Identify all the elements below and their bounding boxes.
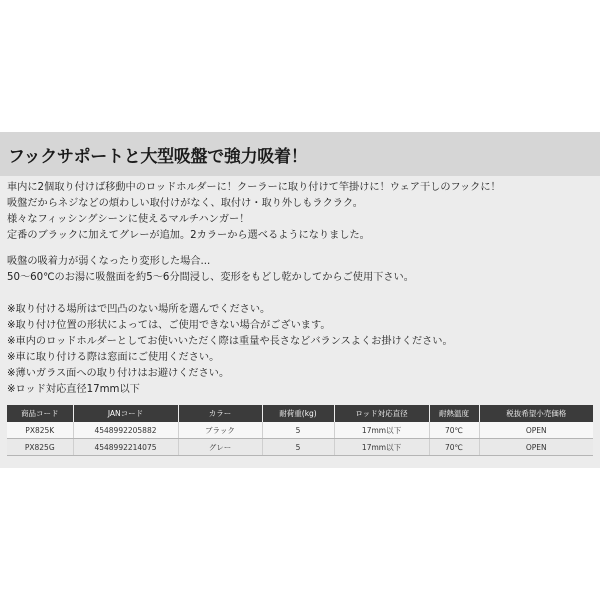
header-price: 税抜希望小売価格 (479, 405, 593, 422)
spec-table (7, 405, 593, 456)
page-title: フックサポートと大型吸盤で強力吸着！ (8, 147, 308, 167)
cell-product-code: PX825G (7, 439, 73, 456)
intro-line: 車内に2個取り付けば移動中のロッドホルダーに！クーラーに取り付けて竿掛けに！ウェア干しのフックに！ (7, 182, 501, 193)
note-line: ※取り付け位置の形状によっては、ご使用できない場合がございます。 (7, 320, 331, 331)
header-rod-diameter: ロッド対応直径 (334, 405, 429, 422)
note-line: ※車内のロッドホルダーとしてお使いいただく際は重量や長さなどバランスよくお掛けください。 (7, 336, 453, 347)
cell-heat-resistance: 70℃ (429, 439, 479, 456)
cell-price: OPEN (479, 422, 593, 439)
care-line: 50～60℃のお湯に吸盤面を約5～6分間浸し、変形をもどし乾かしてからご使用下さい。 (7, 272, 414, 283)
note-line: ※取り付ける場所はで凹凸のない場所を選んでください。 (7, 304, 271, 315)
intro-line: 定番のブラックに加えてグレーが追加。2カラーから選べるようになりました。 (7, 230, 370, 241)
care-line: 吸盤の吸着力が弱くなったり変形した場合... (7, 256, 211, 267)
care-text (7, 254, 593, 286)
header-load-capacity: 耐荷重(kg) (262, 405, 334, 422)
note-line: ※薄いガラス面への取り付けはお避けください。 (7, 368, 230, 379)
cell-load-capacity: 5 (262, 422, 334, 439)
header-color: カラー (178, 405, 262, 422)
cell-rod-diameter: 17mm以下 (334, 439, 429, 456)
cell-heat-resistance: 70℃ (429, 422, 479, 439)
header-product-code: 商品コード (7, 405, 73, 422)
cell-color: グレー (178, 439, 262, 456)
cell-rod-diameter: 17mm以下 (334, 422, 429, 439)
intro-line: 様々なフィッシングシーンに使えるマルチハンガー！ (7, 214, 250, 225)
cell-jan-code: 4548992214075 (73, 439, 178, 456)
cell-product-code: PX825K (7, 422, 73, 439)
table-row (7, 422, 593, 439)
cell-jan-code: 4548992205882 (73, 422, 178, 439)
notes-text (7, 302, 593, 398)
header-heat-resistance: 耐熱温度 (429, 405, 479, 422)
header-jan-code: JANコード (73, 405, 178, 422)
note-line: ※車に取り付ける際は窓面にご使用ください。 (7, 352, 220, 363)
cell-color: ブラック (178, 422, 262, 439)
table-row (7, 439, 593, 456)
cell-price: OPEN (479, 439, 593, 456)
cell-load-capacity: 5 (262, 439, 334, 456)
intro-text (7, 180, 593, 244)
note-line: ※ロッド対応直径17mm以下 (7, 384, 140, 395)
intro-line: 吸盤だからネジなどの煩わしい取付けがなく、取付け・取り外しもラクラク。 (7, 198, 363, 209)
spec-table-header-row (7, 405, 593, 422)
